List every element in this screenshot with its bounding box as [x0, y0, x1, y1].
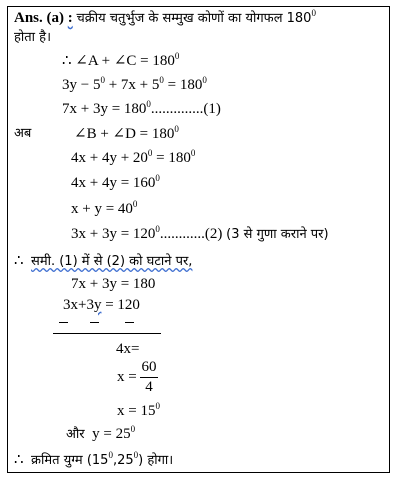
ab-word: अब [14, 126, 32, 141]
minus-sign-1 [59, 322, 68, 323]
answer-label: Ans. (a) [14, 10, 65, 26]
therefore-symbol: ∴ [14, 253, 24, 269]
degree-mark: 0 [155, 224, 160, 234]
equation-number-1: ..............(1) [150, 101, 221, 117]
degree-mark: 0 [174, 51, 180, 61]
answer-header [14, 9, 316, 28]
final-text-part: ) होगा। [138, 453, 174, 468]
degree-mark: 0 [174, 124, 179, 134]
equation-step-2a [71, 149, 195, 167]
x-result [117, 402, 160, 420]
degree-mark: 0 [147, 148, 153, 158]
degree-mark: 0 [132, 199, 138, 209]
degree-mark: 0 [130, 424, 136, 434]
statement-line-1: चक्रीय चतुर्भुज के सम्मुख कोणों का योगफल 180 [76, 11, 312, 26]
degree-mark: 0 [190, 148, 196, 158]
equation-angle-ac [62, 52, 179, 70]
equation-part: y [93, 297, 102, 313]
y-result [66, 425, 135, 444]
equation-1 [62, 100, 221, 118]
fraction-denominator: 4 [145, 379, 153, 395]
statement-line-2: होता है। [14, 30, 52, 45]
answer-colon: : [67, 10, 73, 26]
degree-mark: 0 [202, 75, 207, 85]
subtraction-line-2 [63, 296, 140, 314]
result-4x: 4x= [116, 341, 140, 357]
equation-substitution [62, 76, 207, 94]
degree-mark: 0 [133, 450, 139, 460]
equation-text: y = 25 [92, 426, 131, 442]
equation-part: 3x+3 [63, 297, 94, 313]
degree-mark: 0 [155, 173, 160, 183]
minus-sign-2 [90, 322, 99, 323]
degree-mark: 0 [159, 75, 164, 85]
subtract-text: समी. (1) में से (2) को घटाने पर, [31, 254, 193, 269]
degree-mark: 0 [311, 8, 316, 18]
equation-step-2b [71, 174, 160, 192]
equation-text: 4x + 4y = 160 [71, 175, 156, 191]
equation-part: + 7x + 5 [104, 77, 160, 93]
equation-step-2c [71, 200, 137, 218]
equation-text: ∠B + ∠D = 180 [74, 126, 175, 142]
equation-number-2: ............(2) [159, 226, 223, 242]
fraction-numerator: 60 [141, 359, 157, 375]
equation-part: = 180 [152, 150, 191, 166]
minus-sign-3 [125, 322, 134, 323]
equation-part: 4x + 4y + 20 [71, 150, 148, 166]
degree-mark: 0 [146, 99, 151, 109]
equation-angle-bd [74, 125, 179, 143]
subtract-instruction [14, 252, 192, 271]
equation-part: 3y − 5 [62, 77, 101, 93]
equation-text: 3x + 3y = 120 [71, 226, 156, 242]
equation-text: 7x + 3y = 180 [62, 101, 147, 117]
equation-2 [71, 225, 329, 244]
equation-text: x = 15 [117, 403, 156, 419]
therefore-symbol: ∴ [62, 53, 72, 69]
fraction-bar [140, 377, 158, 378]
equation-text: x + y = 40 [71, 201, 133, 217]
degree-mark: 0 [108, 450, 113, 460]
degree-mark: 0 [155, 401, 160, 411]
multiply-note: (3 से गुणा कराने पर) [226, 227, 329, 242]
degree-mark: 0 [100, 75, 105, 85]
therefore-symbol: ∴ [14, 452, 24, 468]
final-text-part: क्रमित युग्म (15 [31, 453, 109, 468]
final-answer [14, 451, 173, 470]
aur-word: और [66, 427, 85, 442]
equation-text: ∠A + ∠C = 180 [75, 53, 175, 69]
x-equals-label: x = [117, 369, 137, 385]
equation-part: = 180 [163, 77, 203, 93]
final-text-part: ,25 [112, 453, 134, 468]
equation-part: = 120 [101, 297, 140, 313]
subtraction-rule [53, 333, 161, 334]
subtraction-line-1: 7x + 3y = 180 [71, 276, 156, 292]
